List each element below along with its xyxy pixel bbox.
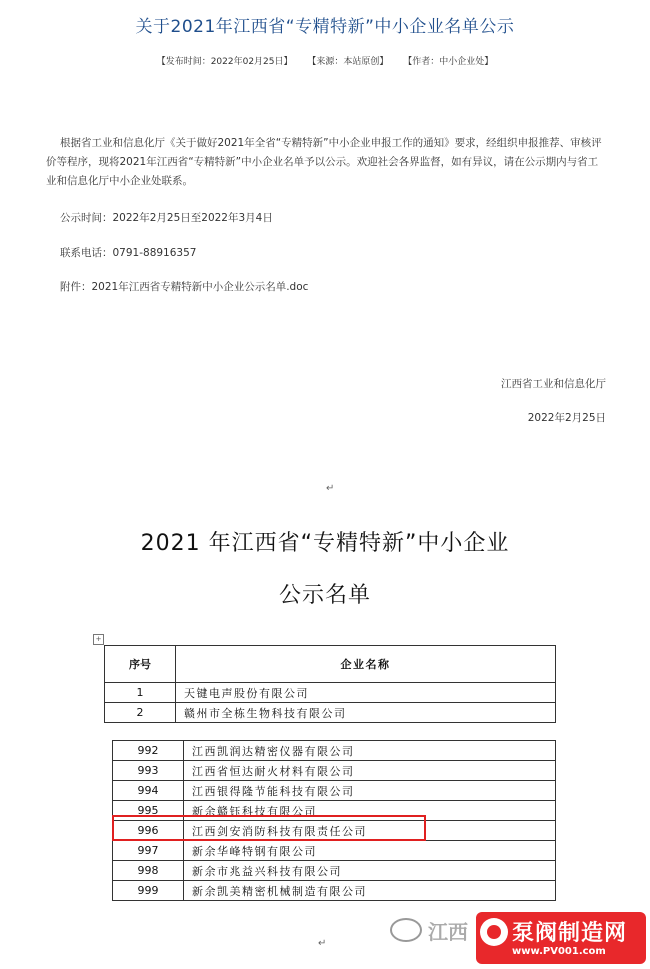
row-name: 新余市兆益兴科技有限公司 [184,861,556,881]
table-header-row [105,646,556,683]
header-name: 企业名称 [176,646,556,683]
row-name: 新余赣钰科技有限公司 [184,801,556,821]
table-row [113,881,556,901]
publish-time: 【发布时间：2022年02月25日】 [156,57,293,67]
row-num: 999 [113,881,184,901]
table-row [113,781,556,801]
return-mark: ↵ [326,483,335,494]
publicity-period: 公示时间：2022年2月25日至2022年3月4日 [60,212,273,224]
table-row [105,683,556,703]
page-gap [100,724,560,740]
header-num: 序号 [105,646,176,683]
row-num: 995 [113,801,184,821]
row-name: 江西剑安消防科技有限责任公司 [184,821,556,841]
row-name: 江西凯润达精密仪器有限公司 [184,741,556,761]
row-num: 992 [113,741,184,761]
table-row [105,703,556,723]
wechat-icon [390,918,422,942]
contact-phone: 联系电话：0791-88916357 [60,247,197,259]
row-num: 2 [105,703,176,723]
row-name: 江西省恒达耐火材料有限公司 [184,761,556,781]
row-num: 993 [113,761,184,781]
row-num: 998 [113,861,184,881]
row-num: 997 [113,841,184,861]
source: 【来源：本站原创】 [307,57,389,67]
row-num: 1 [105,683,176,703]
table-move-icon[interactable]: + [93,634,104,645]
intro-paragraph: 根据省工业和信息化厅《关于做好2021年全省“专精特新”中小企业申报工作的通知》要求，经组织申报推荐、审核评价等程序，现将2021年江西省“专精特新”中小企业名单予以公示。欢迎社会各界监督，如有异议，请在公示期内与省工业和信息化厅中小企业处联系。 [46,137,602,187]
doc-title-line1: 2021 年江西省“专精特新”中小企业 [140,531,510,556]
row-name: 赣州市全栋生物科技有限公司 [176,703,556,723]
brand-logo [476,912,646,964]
attachment-link[interactable]: 附件：2021年江西省专精特新中小企业公示名单.doc [60,281,309,293]
row-num: 996 [113,821,184,841]
signature-date: 2022年2月25日 [527,412,606,424]
article-meta [0,54,650,67]
brand-icon [480,918,508,946]
highlight-box [112,815,426,841]
row-name: 新余凯美精密机械制造有限公司 [184,881,556,901]
table-row [113,861,556,881]
article-title: 关于2021年江西省“专精特新”中小企业名单公示 [135,17,515,37]
brand-name: 泵阀制造网 [512,921,628,946]
table-row [113,761,556,781]
doc-title-line2: 公示名单 [278,583,371,608]
watermark-text: 江西 [428,920,468,944]
table-row [113,841,556,861]
return-mark-bottom: ↵ [318,938,327,949]
table-row [113,741,556,761]
row-name: 新余华峰特钢有限公司 [184,841,556,861]
row-num: 994 [113,781,184,801]
row-name: 江西银得隆节能科技有限公司 [184,781,556,801]
row-name: 天键电声股份有限公司 [176,683,556,703]
author: 【作者：中小企业处】 [403,57,494,67]
signature-org: 江西省工业和信息化厅 [501,378,606,390]
list-table-top [104,645,556,723]
brand-url: www.PV001.com [512,946,606,957]
